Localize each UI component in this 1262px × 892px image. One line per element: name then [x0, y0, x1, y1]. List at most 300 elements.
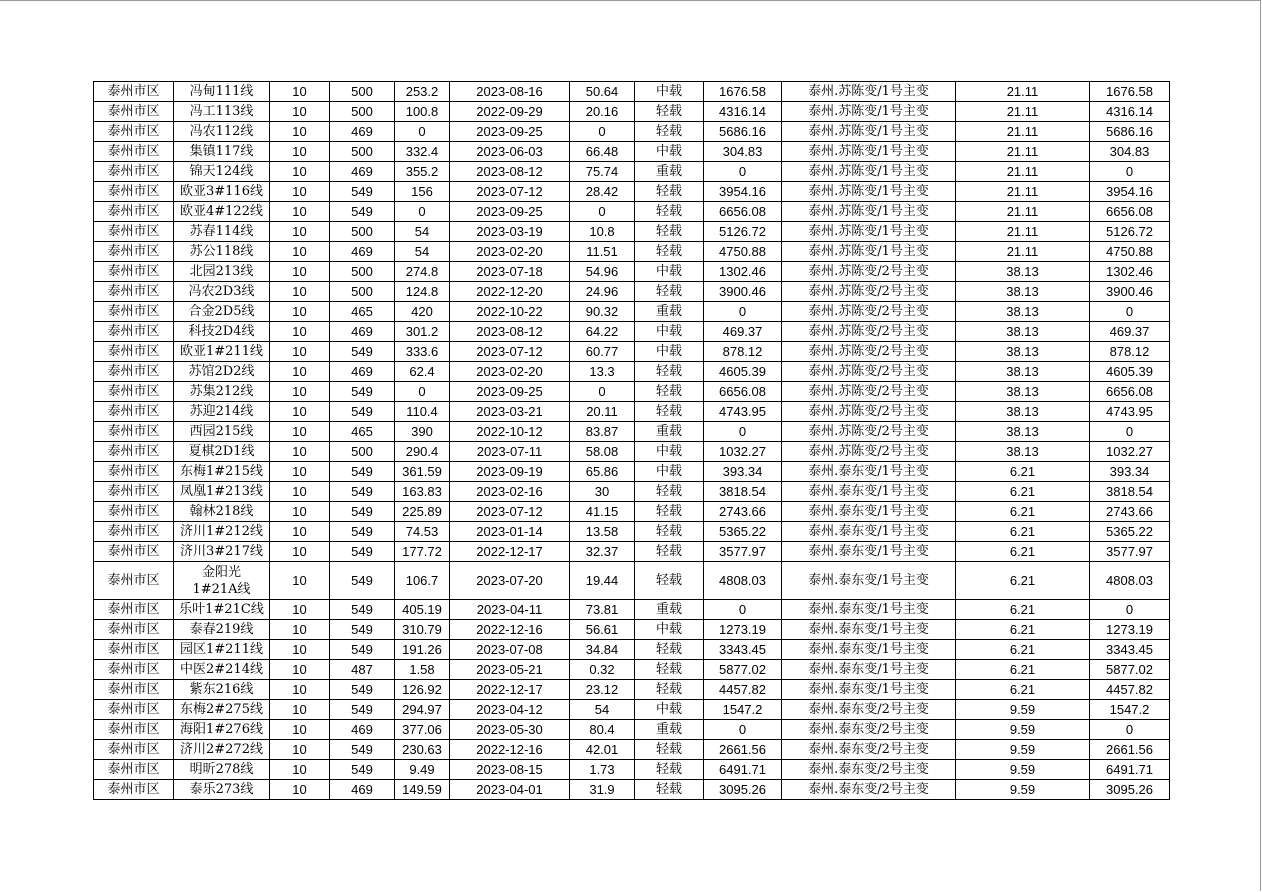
cell-available-capacity: 4316.14	[1090, 102, 1170, 122]
cell-capacity: 500	[330, 262, 395, 282]
cell-load: 377.06	[395, 720, 450, 740]
cell-capacity: 549	[330, 620, 395, 640]
cell-available-capacity: 0	[1090, 162, 1170, 182]
cell-load-status: 重载	[635, 600, 704, 620]
cell-date: 2023-08-16	[450, 82, 570, 102]
cell-load: 420	[395, 302, 450, 322]
cell-transformer: 泰州.泰东变/1号主变	[782, 660, 956, 680]
cell-margin: 1302.46	[704, 262, 782, 282]
cell-load-rate: 30	[570, 482, 635, 502]
cell-voltage: 10	[270, 740, 330, 760]
cell-load-status: 中载	[635, 262, 704, 282]
cell-transformer-load: 21.11	[956, 202, 1090, 222]
cell-line-name: 集镇117线	[174, 142, 270, 162]
cell-load-rate: 41.15	[570, 502, 635, 522]
cell-load: 1.58	[395, 660, 450, 680]
cell-transformer: 泰州.苏陈变/1号主变	[782, 82, 956, 102]
cell-capacity: 549	[330, 680, 395, 700]
table-row	[94, 222, 1170, 242]
cell-load: 9.49	[395, 760, 450, 780]
cell-date: 2023-07-18	[450, 262, 570, 282]
table-body	[94, 82, 1170, 800]
cell-area: 泰州市区	[94, 700, 174, 720]
cell-area: 泰州市区	[94, 202, 174, 222]
cell-load-status: 轻载	[635, 282, 704, 302]
table-row	[94, 640, 1170, 660]
cell-transformer-load: 6.21	[956, 542, 1090, 562]
cell-load-status: 重载	[635, 162, 704, 182]
table-row	[94, 660, 1170, 680]
cell-load-rate: 13.3	[570, 362, 635, 382]
table-row	[94, 442, 1170, 462]
cell-margin: 469.37	[704, 322, 782, 342]
cell-load-rate: 0	[570, 122, 635, 142]
table-row	[94, 122, 1170, 142]
table-row	[94, 342, 1170, 362]
table-row	[94, 362, 1170, 382]
cell-capacity: 500	[330, 102, 395, 122]
cell-load-status: 中载	[635, 442, 704, 462]
table-row	[94, 700, 1170, 720]
cell-margin: 3343.45	[704, 640, 782, 660]
cell-load-status: 中载	[635, 620, 704, 640]
cell-date: 2023-08-12	[450, 322, 570, 342]
cell-date: 2023-05-21	[450, 660, 570, 680]
cell-transformer-load: 38.13	[956, 322, 1090, 342]
cell-line-name: 锦天124线	[174, 162, 270, 182]
cell-voltage: 10	[270, 82, 330, 102]
table-row	[94, 562, 1170, 600]
cell-area: 泰州市区	[94, 322, 174, 342]
cell-load: 253.2	[395, 82, 450, 102]
cell-line-name: 合金2D5线	[174, 302, 270, 322]
cell-transformer-load: 21.11	[956, 122, 1090, 142]
cell-area: 泰州市区	[94, 182, 174, 202]
cell-margin: 3818.54	[704, 482, 782, 502]
cell-line-name: 凤凰1#213线	[174, 482, 270, 502]
cell-load: 62.4	[395, 362, 450, 382]
table-row	[94, 462, 1170, 482]
cell-date: 2022-12-17	[450, 542, 570, 562]
table-row	[94, 142, 1170, 162]
cell-transformer: 泰州.苏陈变/2号主变	[782, 282, 956, 302]
cell-line-name: 金阳光 1#21A线	[174, 562, 270, 600]
cell-load: 225.89	[395, 502, 450, 522]
cell-load: 274.8	[395, 262, 450, 282]
cell-transformer: 泰州.苏陈变/1号主变	[782, 122, 956, 142]
cell-transformer: 泰州.泰东变/2号主变	[782, 740, 956, 760]
cell-date: 2023-09-19	[450, 462, 570, 482]
cell-line-name: 冯农2D3线	[174, 282, 270, 302]
cell-capacity: 469	[330, 720, 395, 740]
cell-capacity: 549	[330, 182, 395, 202]
cell-load-status: 中载	[635, 342, 704, 362]
cell-load-rate: 19.44	[570, 562, 635, 600]
cell-area: 泰州市区	[94, 680, 174, 700]
cell-date: 2022-09-29	[450, 102, 570, 122]
cell-margin: 0	[704, 720, 782, 740]
cell-line-name: 园区1#211线	[174, 640, 270, 660]
cell-load-rate: 83.87	[570, 422, 635, 442]
cell-capacity: 549	[330, 342, 395, 362]
cell-transformer: 泰州.苏陈变/1号主变	[782, 222, 956, 242]
table-row	[94, 82, 1170, 102]
cell-area: 泰州市区	[94, 760, 174, 780]
cell-transformer-load: 6.21	[956, 600, 1090, 620]
cell-margin: 4457.82	[704, 680, 782, 700]
cell-voltage: 10	[270, 282, 330, 302]
cell-capacity: 549	[330, 760, 395, 780]
cell-load-rate: 90.32	[570, 302, 635, 322]
cell-load-status: 中载	[635, 82, 704, 102]
cell-load: 310.79	[395, 620, 450, 640]
cell-date: 2023-09-25	[450, 122, 570, 142]
cell-transformer-load: 38.13	[956, 282, 1090, 302]
table-row	[94, 780, 1170, 800]
cell-area: 泰州市区	[94, 222, 174, 242]
cell-transformer: 泰州.泰东变/1号主变	[782, 462, 956, 482]
cell-area: 泰州市区	[94, 102, 174, 122]
cell-capacity: 469	[330, 242, 395, 262]
cell-area: 泰州市区	[94, 342, 174, 362]
cell-load-rate: 58.08	[570, 442, 635, 462]
cell-date: 2023-09-25	[450, 202, 570, 222]
cell-transformer-load: 38.13	[956, 362, 1090, 382]
cell-voltage: 10	[270, 542, 330, 562]
cell-transformer-load: 21.11	[956, 162, 1090, 182]
cell-area: 泰州市区	[94, 600, 174, 620]
cell-available-capacity: 1676.58	[1090, 82, 1170, 102]
cell-load: 0	[395, 382, 450, 402]
cell-transformer-load: 6.21	[956, 482, 1090, 502]
cell-load-status: 轻载	[635, 362, 704, 382]
cell-transformer: 泰州.泰东变/1号主变	[782, 542, 956, 562]
cell-load-rate: 75.74	[570, 162, 635, 182]
cell-area: 泰州市区	[94, 382, 174, 402]
cell-load: 355.2	[395, 162, 450, 182]
cell-voltage: 10	[270, 182, 330, 202]
cell-load: 294.97	[395, 700, 450, 720]
cell-area: 泰州市区	[94, 562, 174, 600]
cell-voltage: 10	[270, 262, 330, 282]
cell-capacity: 487	[330, 660, 395, 680]
cell-load: 333.6	[395, 342, 450, 362]
cell-voltage: 10	[270, 142, 330, 162]
cell-margin: 1273.19	[704, 620, 782, 640]
cell-load-rate: 20.11	[570, 402, 635, 422]
cell-available-capacity: 4743.95	[1090, 402, 1170, 422]
cell-available-capacity: 0	[1090, 302, 1170, 322]
cell-date: 2023-03-21	[450, 402, 570, 422]
cell-capacity: 549	[330, 382, 395, 402]
cell-transformer-load: 21.11	[956, 142, 1090, 162]
cell-capacity: 469	[330, 162, 395, 182]
cell-load-status: 轻载	[635, 562, 704, 600]
cell-available-capacity: 3818.54	[1090, 482, 1170, 502]
cell-margin: 4750.88	[704, 242, 782, 262]
cell-load: 405.19	[395, 600, 450, 620]
cell-margin: 0	[704, 422, 782, 442]
cell-load-status: 轻载	[635, 640, 704, 660]
cell-line-name: 冯甸111线	[174, 82, 270, 102]
cell-line-name: 北园213线	[174, 262, 270, 282]
cell-transformer-load: 21.11	[956, 242, 1090, 262]
cell-transformer: 泰州.苏陈变/2号主变	[782, 442, 956, 462]
cell-area: 泰州市区	[94, 542, 174, 562]
cell-voltage: 10	[270, 502, 330, 522]
cell-transformer: 泰州.苏陈变/2号主变	[782, 322, 956, 342]
cell-load: 361.59	[395, 462, 450, 482]
cell-margin: 3095.26	[704, 780, 782, 800]
table-row	[94, 680, 1170, 700]
cell-transformer: 泰州.苏陈变/2号主变	[782, 382, 956, 402]
cell-available-capacity: 304.83	[1090, 142, 1170, 162]
cell-available-capacity: 5686.16	[1090, 122, 1170, 142]
cell-load: 390	[395, 422, 450, 442]
cell-load-rate: 56.61	[570, 620, 635, 640]
cell-line-name: 泰春219线	[174, 620, 270, 640]
cell-transformer: 泰州.苏陈变/1号主变	[782, 202, 956, 222]
table-row	[94, 322, 1170, 342]
cell-line-name: 济川1#212线	[174, 522, 270, 542]
cell-available-capacity: 6656.08	[1090, 382, 1170, 402]
cell-voltage: 10	[270, 222, 330, 242]
cell-area: 泰州市区	[94, 620, 174, 640]
cell-date: 2023-01-14	[450, 522, 570, 542]
cell-load-status: 轻载	[635, 522, 704, 542]
cell-available-capacity: 3577.97	[1090, 542, 1170, 562]
cell-margin: 4605.39	[704, 362, 782, 382]
table-row	[94, 282, 1170, 302]
cell-date: 2023-08-12	[450, 162, 570, 182]
cell-available-capacity: 5126.72	[1090, 222, 1170, 242]
cell-capacity: 549	[330, 202, 395, 222]
cell-load: 156	[395, 182, 450, 202]
cell-margin: 1547.2	[704, 700, 782, 720]
cell-area: 泰州市区	[94, 482, 174, 502]
cell-transformer: 泰州.苏陈变/2号主变	[782, 342, 956, 362]
table-row	[94, 302, 1170, 322]
cell-load-rate: 0	[570, 202, 635, 222]
cell-load-rate: 13.58	[570, 522, 635, 542]
cell-transformer-load: 38.13	[956, 442, 1090, 462]
cell-transformer: 泰州.苏陈变/2号主变	[782, 302, 956, 322]
cell-load-rate: 11.51	[570, 242, 635, 262]
cell-load: 54	[395, 242, 450, 262]
cell-voltage: 10	[270, 202, 330, 222]
cell-capacity: 549	[330, 600, 395, 620]
cell-load: 110.4	[395, 402, 450, 422]
cell-voltage: 10	[270, 162, 330, 182]
data-table	[93, 81, 1170, 800]
cell-voltage: 10	[270, 442, 330, 462]
cell-load-status: 轻载	[635, 680, 704, 700]
cell-voltage: 10	[270, 600, 330, 620]
cell-load: 106.7	[395, 562, 450, 600]
cell-line-name: 东梅2#275线	[174, 700, 270, 720]
cell-transformer: 泰州.泰东变/1号主变	[782, 600, 956, 620]
cell-voltage: 10	[270, 700, 330, 720]
cell-transformer-load: 6.21	[956, 640, 1090, 660]
cell-transformer-load: 9.59	[956, 700, 1090, 720]
cell-load-status: 轻载	[635, 242, 704, 262]
cell-load-status: 轻载	[635, 660, 704, 680]
cell-available-capacity: 6491.71	[1090, 760, 1170, 780]
cell-available-capacity: 393.34	[1090, 462, 1170, 482]
cell-capacity: 500	[330, 222, 395, 242]
cell-transformer-load: 21.11	[956, 102, 1090, 122]
cell-margin: 2661.56	[704, 740, 782, 760]
cell-transformer: 泰州.泰东变/1号主变	[782, 482, 956, 502]
cell-transformer-load: 6.21	[956, 522, 1090, 542]
cell-date: 2023-07-12	[450, 502, 570, 522]
cell-margin: 3900.46	[704, 282, 782, 302]
cell-transformer: 泰州.泰东变/2号主变	[782, 760, 956, 780]
cell-voltage: 10	[270, 640, 330, 660]
cell-transformer-load: 21.11	[956, 222, 1090, 242]
cell-transformer-load: 6.21	[956, 620, 1090, 640]
cell-transformer: 泰州.泰东变/1号主变	[782, 680, 956, 700]
cell-date: 2022-12-16	[450, 620, 570, 640]
cell-area: 泰州市区	[94, 402, 174, 422]
cell-margin: 5365.22	[704, 522, 782, 542]
cell-date: 2023-04-01	[450, 780, 570, 800]
cell-line-name: 明昕278线	[174, 760, 270, 780]
cell-transformer-load: 6.21	[956, 502, 1090, 522]
cell-capacity: 549	[330, 502, 395, 522]
table-row	[94, 760, 1170, 780]
table-row	[94, 740, 1170, 760]
cell-area: 泰州市区	[94, 282, 174, 302]
cell-voltage: 10	[270, 342, 330, 362]
cell-load: 126.92	[395, 680, 450, 700]
cell-area: 泰州市区	[94, 362, 174, 382]
cell-date: 2023-07-20	[450, 562, 570, 600]
cell-load-rate: 23.12	[570, 680, 635, 700]
cell-load: 0	[395, 122, 450, 142]
cell-area: 泰州市区	[94, 720, 174, 740]
cell-line-name: 欧亚1#211线	[174, 342, 270, 362]
cell-voltage: 10	[270, 760, 330, 780]
cell-load-status: 轻载	[635, 202, 704, 222]
cell-capacity: 549	[330, 542, 395, 562]
table-row	[94, 202, 1170, 222]
cell-transformer: 泰州.泰东变/1号主变	[782, 620, 956, 640]
cell-line-name: 海阳1#276线	[174, 720, 270, 740]
cell-line-name: 乐叶1#21C线	[174, 600, 270, 620]
cell-capacity: 500	[330, 82, 395, 102]
cell-line-name: 夏棋2D1线	[174, 442, 270, 462]
cell-capacity: 549	[330, 462, 395, 482]
cell-load-status: 重载	[635, 302, 704, 322]
cell-load: 230.63	[395, 740, 450, 760]
cell-transformer-load: 6.21	[956, 562, 1090, 600]
cell-transformer: 泰州.苏陈变/2号主变	[782, 422, 956, 442]
cell-load-status: 轻载	[635, 122, 704, 142]
cell-available-capacity: 0	[1090, 720, 1170, 740]
cell-capacity: 500	[330, 282, 395, 302]
cell-transformer: 泰州.泰东变/1号主变	[782, 522, 956, 542]
cell-transformer: 泰州.泰东变/1号主变	[782, 502, 956, 522]
cell-capacity: 549	[330, 740, 395, 760]
cell-date: 2022-10-12	[450, 422, 570, 442]
cell-load-rate: 60.77	[570, 342, 635, 362]
cell-area: 泰州市区	[94, 502, 174, 522]
cell-line-name: 欧亚3#116线	[174, 182, 270, 202]
table-row	[94, 502, 1170, 522]
cell-available-capacity: 3954.16	[1090, 182, 1170, 202]
cell-capacity: 469	[330, 322, 395, 342]
cell-date: 2023-05-30	[450, 720, 570, 740]
cell-voltage: 10	[270, 462, 330, 482]
cell-transformer: 泰州.泰东变/2号主变	[782, 700, 956, 720]
cell-load: 74.53	[395, 522, 450, 542]
cell-transformer-load: 38.13	[956, 342, 1090, 362]
cell-margin: 2743.66	[704, 502, 782, 522]
cell-transformer-load: 21.11	[956, 82, 1090, 102]
table-row	[94, 382, 1170, 402]
cell-available-capacity: 6656.08	[1090, 202, 1170, 222]
cell-margin: 0	[704, 162, 782, 182]
cell-date: 2023-02-16	[450, 482, 570, 502]
cell-transformer-load: 38.13	[956, 302, 1090, 322]
cell-available-capacity: 4457.82	[1090, 680, 1170, 700]
cell-line-name: 东梅1#215线	[174, 462, 270, 482]
cell-area: 泰州市区	[94, 262, 174, 282]
cell-line-name: 苏春114线	[174, 222, 270, 242]
cell-load-status: 中载	[635, 322, 704, 342]
cell-line-name: 苏公118线	[174, 242, 270, 262]
cell-line-name: 紫东216线	[174, 680, 270, 700]
cell-voltage: 10	[270, 402, 330, 422]
cell-transformer: 泰州.苏陈变/2号主变	[782, 362, 956, 382]
cell-load-rate: 65.86	[570, 462, 635, 482]
cell-transformer: 泰州.泰东变/2号主变	[782, 720, 956, 740]
cell-capacity: 469	[330, 780, 395, 800]
cell-margin: 5686.16	[704, 122, 782, 142]
cell-date: 2023-02-20	[450, 242, 570, 262]
cell-available-capacity: 469.37	[1090, 322, 1170, 342]
cell-area: 泰州市区	[94, 422, 174, 442]
cell-margin: 6656.08	[704, 382, 782, 402]
cell-capacity: 469	[330, 122, 395, 142]
cell-load-status: 轻载	[635, 482, 704, 502]
cell-margin: 5126.72	[704, 222, 782, 242]
cell-load-status: 重载	[635, 422, 704, 442]
cell-capacity: 465	[330, 422, 395, 442]
cell-transformer-load: 38.13	[956, 382, 1090, 402]
cell-transformer-load: 38.13	[956, 422, 1090, 442]
cell-date: 2023-02-20	[450, 362, 570, 382]
cell-line-name: 济川3#217线	[174, 542, 270, 562]
cell-line-name: 中医2#214线	[174, 660, 270, 680]
cell-transformer-load: 6.21	[956, 660, 1090, 680]
cell-transformer-load: 9.59	[956, 740, 1090, 760]
cell-transformer-load: 21.11	[956, 182, 1090, 202]
cell-margin: 4743.95	[704, 402, 782, 422]
table-row	[94, 162, 1170, 182]
cell-transformer-load: 6.21	[956, 462, 1090, 482]
cell-transformer: 泰州.苏陈变/1号主变	[782, 142, 956, 162]
table-row	[94, 402, 1170, 422]
cell-load-status: 重载	[635, 720, 704, 740]
cell-area: 泰州市区	[94, 122, 174, 142]
cell-load: 54	[395, 222, 450, 242]
cell-capacity: 549	[330, 640, 395, 660]
cell-margin: 304.83	[704, 142, 782, 162]
cell-line-name: 冯农112线	[174, 122, 270, 142]
cell-transformer-load: 9.59	[956, 760, 1090, 780]
